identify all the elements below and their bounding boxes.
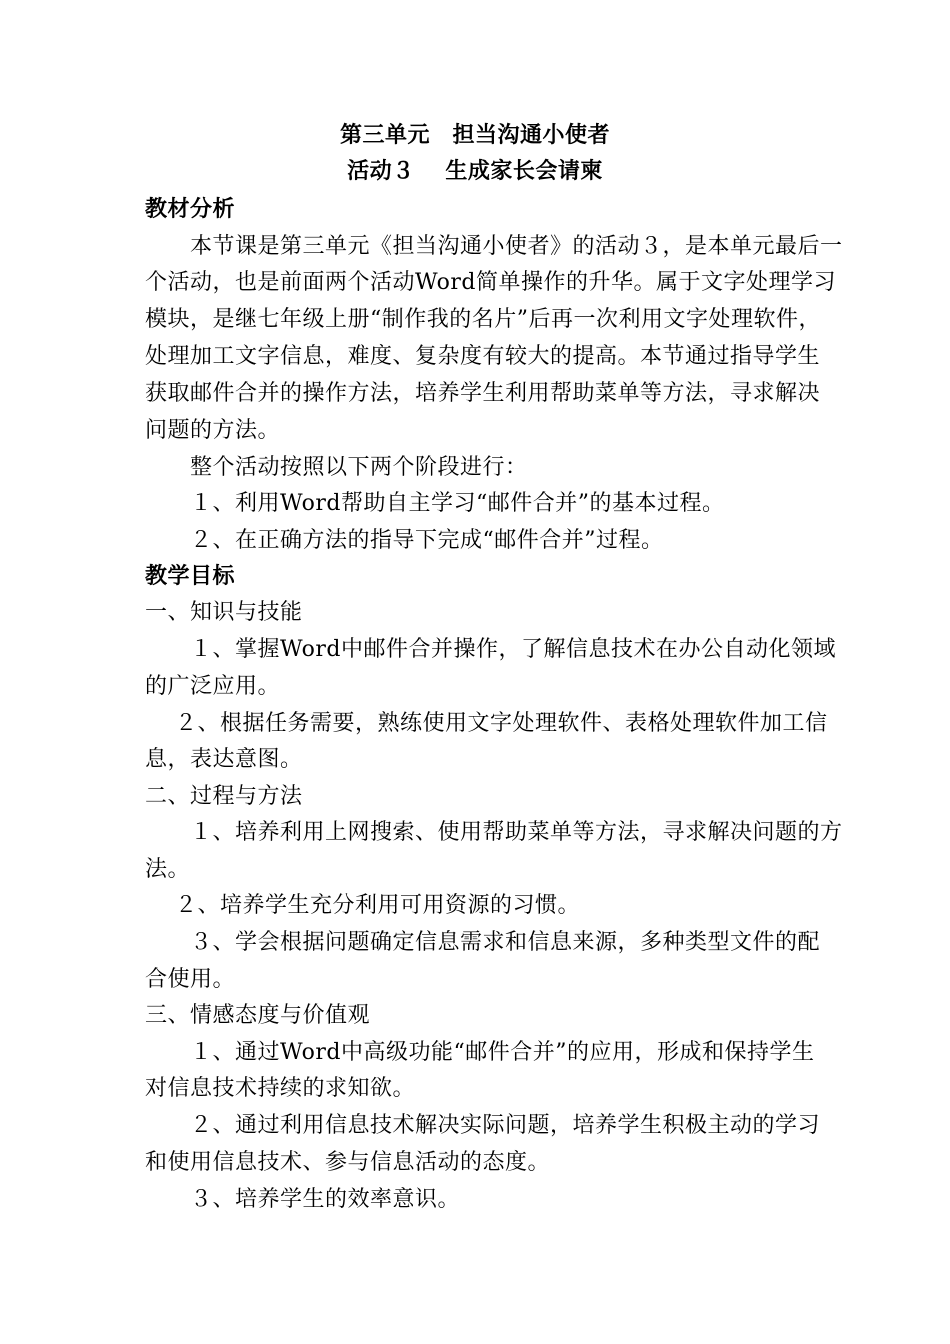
subheading-attitude: 三、情感态度与价值观: [145, 1003, 371, 1028]
list-item: ２、培养学生充分利用可用资源的习惯。: [145, 893, 580, 918]
paragraph-line: 获取邮件合并的操作方法，培养学生利用帮助菜单等方法，寻求解决: [145, 381, 821, 406]
list-item: 和使用信息技术、参与信息活动的态度。: [145, 1150, 551, 1175]
list-item: １、培养利用上网搜索、使用帮助菜单等方法，寻求解决问题的方: [145, 820, 843, 845]
section-heading-materials: 教材分析: [145, 197, 236, 222]
list-item: １、掌握Word中邮件合并操作，了解信息技术在办公自动化领域: [145, 637, 836, 662]
list-item: ２、通过利用信息技术解决实际问题，培养学生积极主动的学习: [145, 1113, 821, 1138]
subheading-process: 二、过程与方法: [145, 784, 303, 809]
list-item: ３、学会根据问题确定信息需求和信息来源，多种类型文件的配: [145, 930, 821, 955]
subheading-knowledge: 一、知识与技能: [145, 600, 303, 625]
list-item: 合使用。: [145, 967, 236, 992]
paragraph-line: 本节课是第三单元《担当沟通小使者》的活动３，是本单元最后一: [145, 234, 843, 259]
document-subtitle: 活动３ 生成家长会请柬: [347, 159, 603, 184]
list-item: 对信息技术持续的求知欲。: [145, 1076, 416, 1101]
list-item: 的广泛应用。: [145, 674, 281, 699]
list-item: 法。: [145, 857, 191, 882]
list-item: １、通过Word中高级功能“邮件合并”的应用，形成和保持学生: [145, 1040, 815, 1065]
document-title: 第三单元 担当沟通小使者: [339, 123, 610, 148]
paragraph-line: 个活动，也是前面两个活动Word简单操作的升华。属于文字处理学习: [145, 270, 836, 295]
list-item: ２、在正确方法的指导下完成“邮件合并”过程。: [145, 528, 664, 553]
paragraph-line: 问题的方法。: [145, 418, 281, 443]
paragraph-line: 处理加工文字信息，难度、复杂度有较大的提高。本节通过指导学生: [145, 344, 821, 369]
section-heading-objectives: 教学目标: [145, 564, 236, 589]
paragraph-line: 模块，是继七年级上册“制作我的名片”后再一次利用文字处理软件，: [145, 307, 821, 332]
paragraph-line: 整个活动按照以下两个阶段进行：: [145, 455, 528, 480]
list-item: ３、培养学生的效率意识。: [145, 1187, 461, 1212]
list-item: 息，表达意图。: [145, 747, 303, 772]
list-item: ２、根据任务需要，熟练使用文字处理软件、表格处理软件加工信: [145, 711, 828, 736]
list-item: １、利用Word帮助自主学习“邮件合并”的基本过程。: [145, 491, 725, 516]
